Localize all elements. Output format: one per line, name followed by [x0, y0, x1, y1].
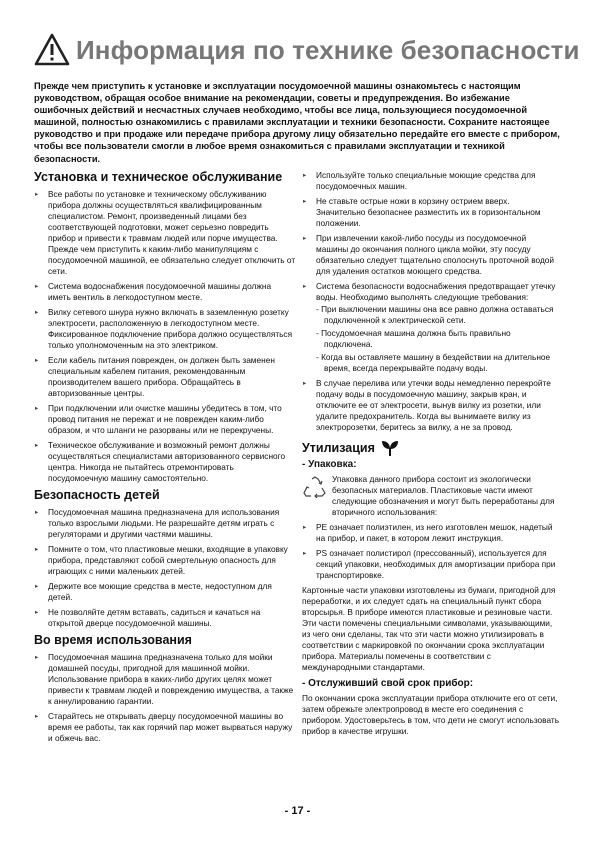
bullet-arrow-icon: ▸: [303, 283, 307, 290]
intro-paragraph: Прежде чем приступить к установке и эксплуатации посудомоечной машины ознакомьтесь с настоящим руководством, обращая особое внимание на рекомендации, советы и предупреждения. Во избежание ошибочных действий и несчастных случаев необходимо, чтобы все лица, пользующиеся посудомоечной машиной, полностью ознакомились с правилами эксплуатации и техники безопасности. Сохраните настоящее руководство и при продаже или передаче прибора другому лицу обязательно передайте его вместе с прибором, чтобы все пользователи смогли в любое время ознакомиться с правилами эксплуатации и техникой безопасности.: [34, 81, 560, 164]
bullet-arrow-icon: ▸: [35, 283, 39, 290]
bullet-arrow-icon: ▸: [35, 654, 39, 661]
disposal-heading: Утилизация: [302, 440, 375, 455]
installation-heading: Установка и техническое обслуживание: [34, 170, 283, 184]
title-row: [34, 30, 580, 70]
page-title: Информация по технике безопасности: [76, 34, 580, 65]
bullet-arrow-icon: ▸: [303, 172, 307, 179]
usage-continued-list: [302, 170, 560, 303]
installation-list: [34, 189, 296, 484]
water-requirements-list: [302, 304, 560, 374]
bullet-arrow-icon: ▸: [35, 609, 39, 616]
bullet-arrow-icon: ▸: [303, 198, 307, 205]
cardboard-paragraph: Картонные части упаковки изготовлены из бумаги, пригодной для переработки, и их следует сдать на специальный пункт сбора вторсырья. В приборе имеются пластиковые и резиновые части. Эти части помечены специальными символами, указывающими, из чего они сделаны, так что эти части можно утилизировать в соответствии с маркировкой по окончании срока эксплуатации прибора. Материалы помечены в соответствии с международными стандартами.: [302, 585, 556, 672]
list-item: ▸ Посудомоечная машина предназначена только для мойки домашней посуды, пригодной для машинной мойки. Использование прибора в каких-либо других целях может привести к травмам людей и повреждению имущества, а также к аннулированию гарантии.: [35, 652, 294, 706]
bullet-arrow-icon: ▸: [303, 380, 307, 387]
packaging-text: Упаковка данного прибора состоит из экологически безопасных материалов. Пластиковые части имеют следующие обозначения и могут быть переработаны для вторичного использования:: [332, 474, 555, 517]
disposal-heading-row: [302, 439, 560, 457]
page-number: - 17 -: [284, 805, 311, 817]
usage-list: [34, 652, 296, 744]
list-item: ▸ Посудомоечная машина предназначена для использования только взрослыми людьми. Не разрешайте детям играть с регуляторами и другими частями машины.: [35, 507, 280, 539]
list-item: ▸ PS означает полистирол (прессованный), используется для секций упаковки, необходимых для амортизации прибора при транспортировке.: [303, 548, 556, 580]
bullet-arrow-icon: ▸: [35, 713, 39, 720]
usage-heading: Во время использования: [34, 633, 192, 647]
list-item: ▸ Не позволяйте детям вставать, садиться и качаться на открытой дверце посудомоечной машины.: [35, 607, 261, 628]
list-item: ▸ PE означает полиэтилен, из него изготовлен мешок, надетый на прибор, и пакет, в котором лежит инструкция.: [303, 522, 553, 543]
list-item: - При выключении машины она все равно должна оставаться подключенной к электрической сети.: [316, 304, 554, 325]
recycle-icon: [302, 476, 328, 498]
list-item: ▸ При подключении или очистке машины убедитесь в том, что провод питания не пережат и не поврежден каким-либо образом, и что шланги не разорваны или не перекручены.: [35, 403, 282, 435]
list-item: ▸ Техническое обслуживание и возможный ремонт должны осуществляться специалистами авторизованного сервисного центра. Никогда не пытайтесь отремонтировать посудомоечную машину самостоятельно.: [35, 440, 286, 483]
bullet-arrow-icon: ▸: [35, 309, 39, 316]
children-heading: Безопасность детей: [34, 488, 160, 502]
bullet-arrow-icon: ▸: [35, 442, 39, 449]
list-item: ▸ Используйте только специальные моющие средства для посудомоечных машин.: [303, 170, 536, 191]
packaging-block: [302, 474, 560, 518]
warning-icon: [34, 33, 70, 67]
list-item: - Когда вы оставляете машину в бездействии на длительное время, всегда перекрывайте подачу воды.: [316, 352, 551, 373]
children-list: [34, 507, 296, 629]
right-column: [302, 170, 560, 742]
list-item: - Посудомоечная машина должна быть правильно подключена.: [316, 328, 511, 349]
end-of-life-heading: - Отслуживший свой срок прибор:: [302, 678, 474, 689]
bullet-arrow-icon: ▸: [35, 583, 39, 590]
left-column: [34, 170, 296, 748]
bullet-arrow-icon: ▸: [35, 546, 39, 553]
list-item: ▸ В случае перелива или утечки воды немедленно перекройте подачу воды в посудомоечную машину, закрыв кран, и отключите ее от электросети, вынув вилку из розетки, или удалите предохранитель. Когда вы вынимаете вилку из электророзетки, беритесь за вилку, а не за провод.: [303, 378, 551, 432]
bullet-arrow-icon: ▸: [35, 405, 39, 412]
bullet-arrow-icon: ▸: [303, 235, 307, 242]
list-item: ▸ Держите все моющие средства в месте, недоступном для детей.: [35, 581, 272, 602]
bullet-arrow-icon: ▸: [35, 191, 39, 198]
bullet-arrow-icon: ▸: [35, 357, 39, 364]
list-item: ▸ Не ставьте острые ножи в корзину острием вверх. Значительно безопаснее разместить их в горизонтальном положении.: [303, 196, 541, 228]
list-item: ▸ Если кабель питания поврежден, он должен быть заменен специальным кабелем питания, рекомендованным производителем вашего прибора. Обращайтесь в авторизованные центры.: [35, 355, 275, 398]
list-item: ▸ При извлечении какой-либо посуды из посудомоечной машины до окончания полного цикла мойки, эту посуду обязательно следует тщательно сполоснуть проточной водой для удаления остатков моющего средства.: [303, 233, 555, 276]
list-item: ▸ Все работы по установке и техническому обслуживанию прибора должны осуществляться квалифицированным специалистом. Ремонт, произведенный лицами без соответствующей подготовки, может серьезно повредить прибор и привести к травмам людей или порче имущества. Прежде чем приступить к каким-либо манипуляциям с посудомоечной машиной, ее обязательно следует отключить от сети.: [35, 189, 296, 276]
end-of-life-paragraph: По окончании срока эксплуатации прибора отключите его от сети, затем обрежьте электропровод в месте его соединения с прибором. Удостоверьтесь в том, что дети не смогут использовать прибор в качестве игрушки.: [302, 693, 560, 736]
list-item: ▸ Вилку сетевого шнура нужно включать в заземленную розетку электросети, расположенную в легкодоступном месте. Фиксированное подключение прибора должно осуществляться только уполномоченным на это электриком.: [35, 307, 293, 350]
plastics-list: [302, 522, 560, 581]
bullet-arrow-icon: ▸: [303, 524, 307, 531]
plant-leaf-icon: [381, 439, 399, 457]
list-item: ▸ Помните о том, что пластиковые мешки, входящие в упаковку прибора, представляют собой смертельную опасность для играющих с ними маленьких детей.: [35, 544, 288, 576]
list-item: ▸ Система безопасности водоснабжения предотвращает утечку воды. Необходимо выполнять следующие требования:: [303, 281, 556, 302]
leak-list: [302, 378, 560, 433]
bullet-arrow-icon: ▸: [303, 550, 307, 557]
bullet-arrow-icon: ▸: [35, 509, 39, 516]
packaging-heading: - Упаковка:: [302, 459, 357, 470]
list-item: ▸ Система водоснабжения посудомоечной машины должна иметь вентиль в легкодоступном месте.: [35, 281, 272, 302]
list-item: ▸ Старайтесь не открывать дверцу посудомоечной машины во время ее работы, так как горячий пар может вырваться наружу и обжечь вас.: [35, 711, 293, 743]
